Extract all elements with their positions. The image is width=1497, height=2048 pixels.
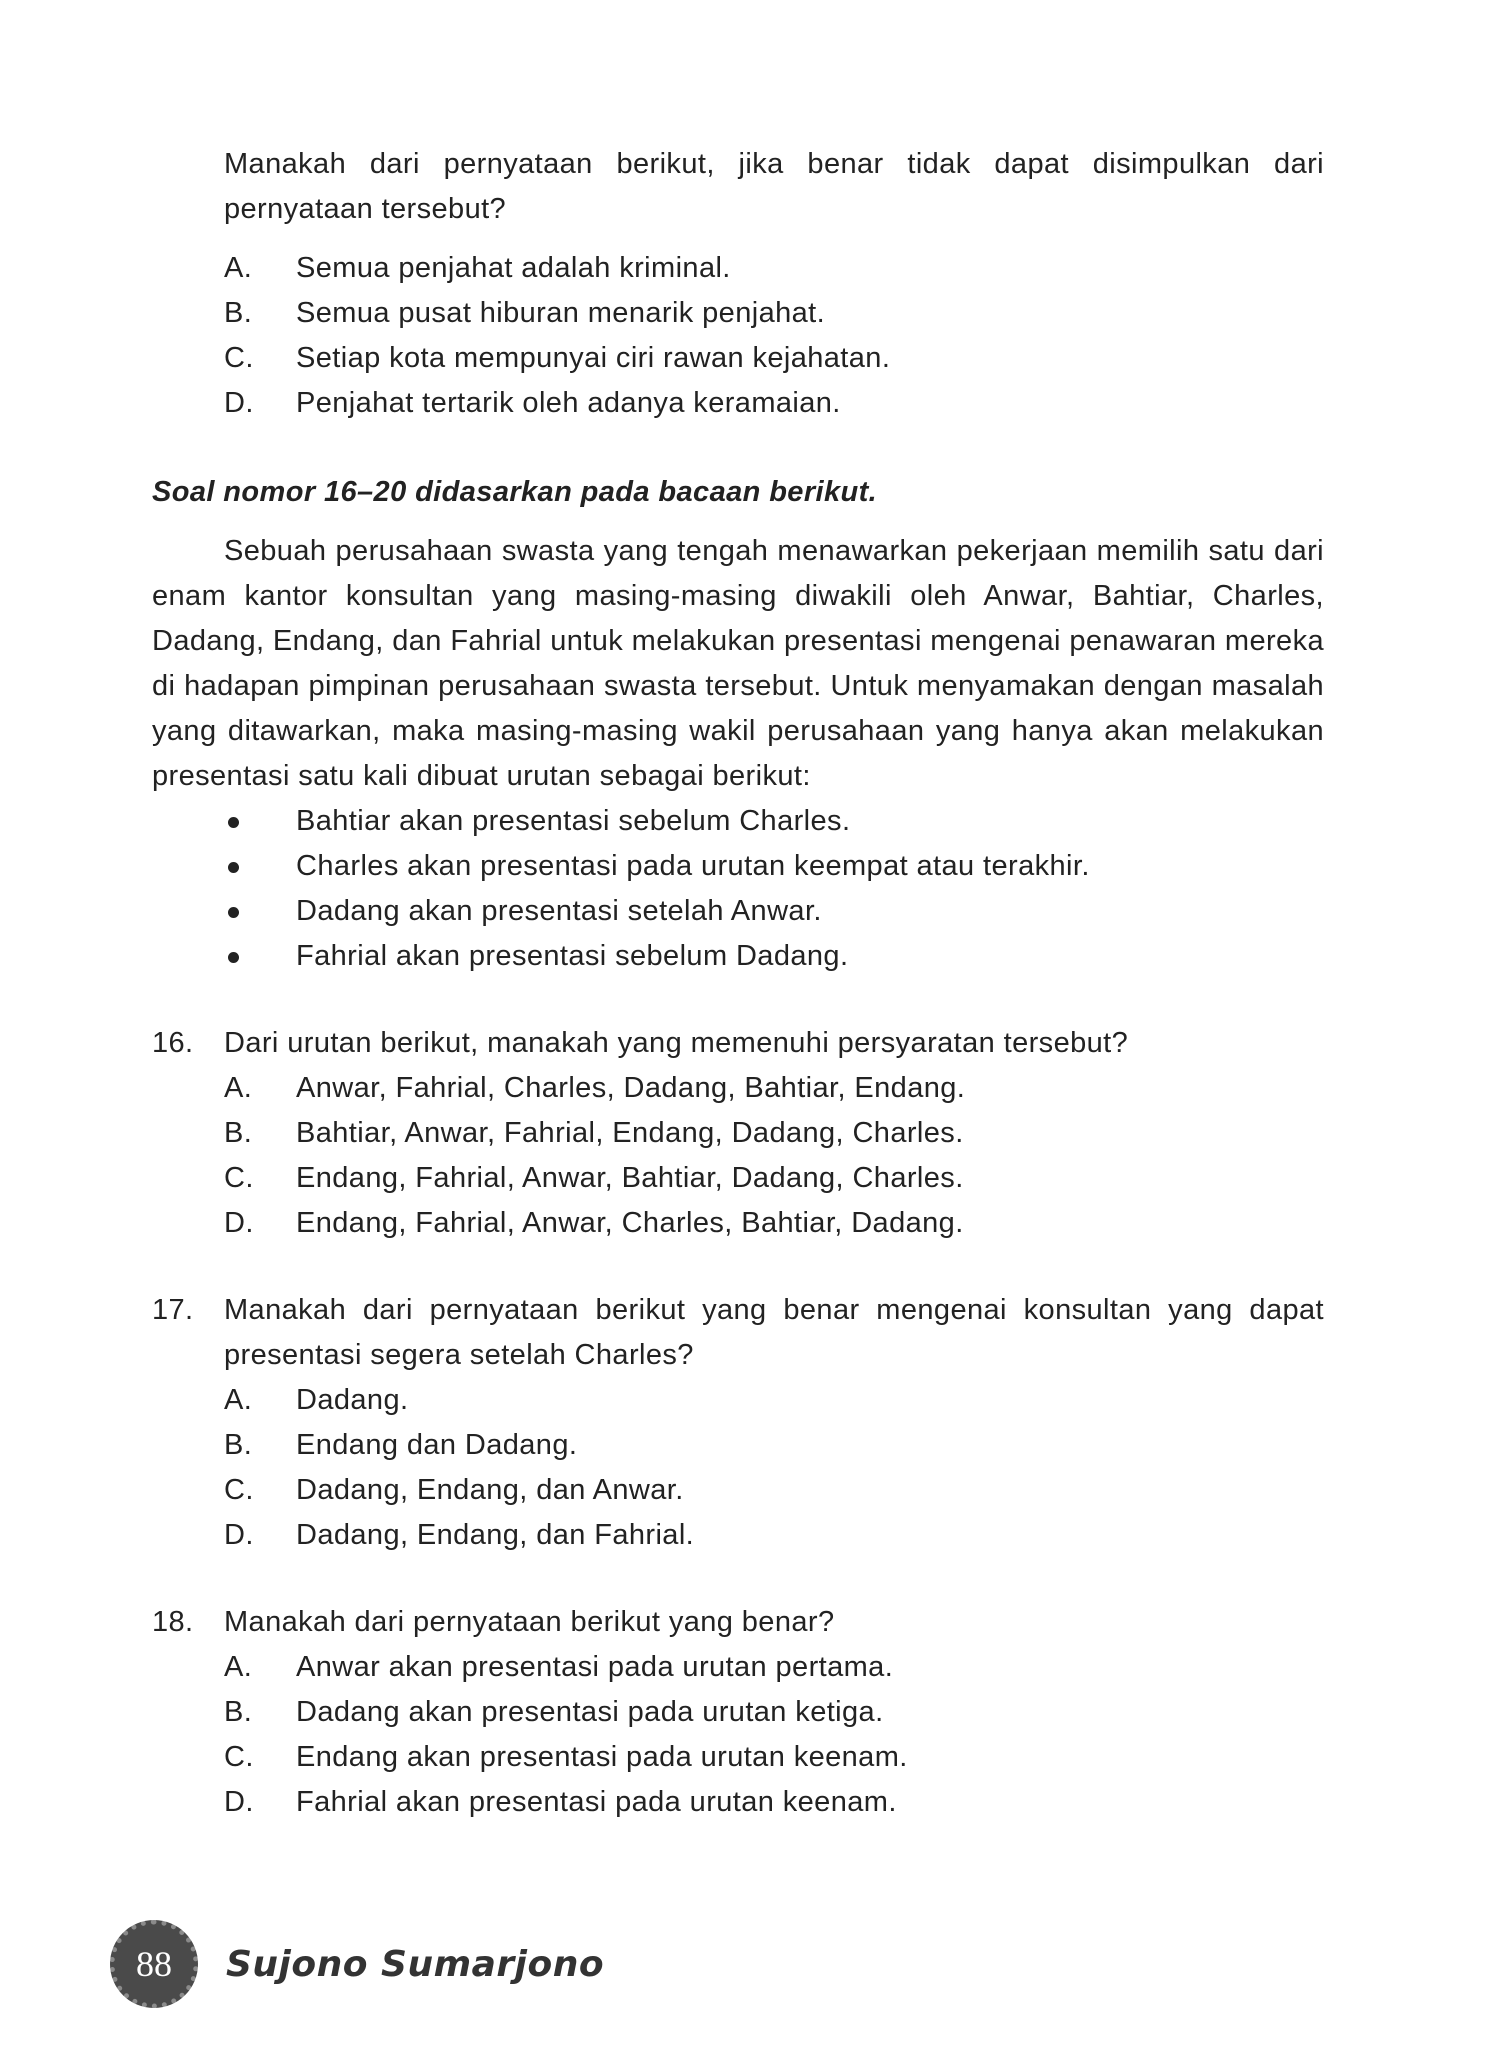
option-row (224, 246, 1324, 291)
passage (152, 529, 1324, 799)
question-17 (152, 1288, 1324, 1558)
option-row (224, 1468, 1324, 1513)
option-letter: D. (224, 387, 254, 419)
option-row (224, 1066, 1324, 1111)
option-text: Anwar, Fahrial, Charles, Dadang, Bahtiar, Endang. (296, 1072, 966, 1104)
option-letter: D. (224, 1519, 254, 1551)
option-row (224, 1201, 1324, 1246)
option-letter: C. (224, 1162, 254, 1194)
condition-text: Bahtiar akan presentasi sebelum Charles. (296, 805, 851, 837)
option-text: Dadang. (296, 1384, 409, 1416)
option-row (224, 291, 1324, 336)
option-letter: A. (224, 1384, 253, 1416)
bullet-icon (152, 799, 224, 844)
option-text: Endang, Fahrial, Anwar, Bahtiar, Dadang, Charles. (296, 1162, 964, 1194)
option-row (224, 1690, 1324, 1735)
bullet-icon (152, 889, 224, 934)
option-row (224, 1378, 1324, 1423)
option-row (224, 1513, 1324, 1558)
condition-text: Dadang akan presentasi setelah Anwar. (296, 895, 822, 927)
page-footer (110, 1920, 604, 2008)
option-text: Semua pusat hiburan menarik penjahat. (296, 297, 826, 329)
option-row (224, 1423, 1324, 1468)
condition-list (152, 799, 1324, 979)
condition-item (152, 799, 1324, 844)
bullet-icon (152, 844, 224, 889)
question-16 (152, 1021, 1324, 1246)
option-row (224, 1111, 1324, 1156)
section-heading: Soal nomor 16–20 didasarkan pada bacaan berikut. (152, 476, 878, 508)
question-text: Dari urutan berikut, manakah yang memenuhi persyaratan tersebut? (224, 1027, 1129, 1059)
option-text: Dadang, Endang, dan Fahrial. (296, 1519, 695, 1551)
author-name: Sujono Sumarjono (226, 1943, 605, 1985)
option-text: Anwar akan presentasi pada urutan pertama. (296, 1651, 894, 1683)
question-18 (152, 1600, 1324, 1825)
page-number: 88 (136, 1944, 172, 1984)
option-text: Setiap kota mempunyai ciri rawan kejahatan. (296, 342, 891, 374)
condition-item (152, 889, 1324, 934)
condition-text: Charles akan presentasi pada urutan keempat atau terakhir. (296, 850, 1090, 882)
option-text: Semua penjahat adalah kriminal. (296, 252, 731, 284)
intro-question-text: Manakah dari pernyataan berikut, jika benar tidak dapat disimpulkan dari pernyataan tersebut? (224, 148, 1324, 225)
option-letter: B. (224, 1117, 253, 1149)
option-row (224, 381, 1324, 426)
option-row (224, 336, 1324, 381)
page-number-badge (110, 1920, 198, 2008)
option-text: Dadang akan presentasi pada urutan ketiga. (296, 1696, 884, 1728)
option-text: Endang, Fahrial, Anwar, Charles, Bahtiar, Dadang. (296, 1207, 964, 1239)
option-text: Endang dan Dadang. (296, 1429, 578, 1461)
question-number: 17. (152, 1294, 194, 1326)
option-text: Penjahat tertarik oleh adanya keramaian. (296, 387, 841, 419)
option-letter: B. (224, 1696, 253, 1728)
option-row (224, 1780, 1324, 1825)
option-row (224, 1645, 1324, 1690)
option-text: Bahtiar, Anwar, Fahrial, Endang, Dadang, Charles. (296, 1117, 964, 1149)
question-text: Manakah dari pernyataan berikut yang benar mengenai konsultan yang dapat presentasi segera setelah Charles? (224, 1294, 1324, 1371)
option-letter: A. (224, 252, 253, 284)
question-row (152, 1600, 1324, 1645)
condition-text: Fahrial akan presentasi sebelum Dadang. (296, 940, 849, 972)
bullet-icon (152, 934, 224, 979)
option-text: Dadang, Endang, dan Anwar. (296, 1474, 684, 1506)
option-letter: C. (224, 342, 254, 374)
condition-item (152, 844, 1324, 889)
option-letter: C. (224, 1474, 254, 1506)
option-letter: A. (224, 1072, 253, 1104)
option-row (224, 1735, 1324, 1780)
page-content (152, 142, 1324, 1825)
question-text: Manakah dari pernyataan berikut yang benar? (224, 1606, 835, 1638)
condition-item (152, 934, 1324, 979)
question-number: 18. (152, 1606, 194, 1638)
option-letter: B. (224, 1429, 253, 1461)
question-row (152, 1021, 1324, 1066)
option-letter: C. (224, 1741, 254, 1773)
option-letter: D. (224, 1207, 254, 1239)
question-number: 16. (152, 1027, 194, 1059)
option-text: Endang akan presentasi pada urutan keenam. (296, 1741, 908, 1773)
option-letter: A. (224, 1651, 253, 1683)
option-text: Fahrial akan presentasi pada urutan keenam. (296, 1786, 897, 1818)
option-letter: B. (224, 297, 253, 329)
passage-text: Sebuah perusahaan swasta yang tengah menawarkan pekerjaan memilih satu dari enam kantor konsultan yang masing-masing diwakili oleh Anwar, Bahtiar, Charles, Dadang, Endang, dan Fahrial untuk melakukan presentasi mengenai penawaran mereka di hadapan pimpinan perusahaan swasta tersebut. Untuk menyamakan dengan masalah yang ditawarkan, maka masing-masing wakil perusahaan yang hanya akan melakukan presentasi satu kali dibuat urutan sebagai berikut: (152, 535, 1324, 792)
question-row (152, 1288, 1324, 1378)
intro-options (152, 246, 1324, 426)
option-row (224, 1156, 1324, 1201)
option-letter: D. (224, 1786, 254, 1818)
